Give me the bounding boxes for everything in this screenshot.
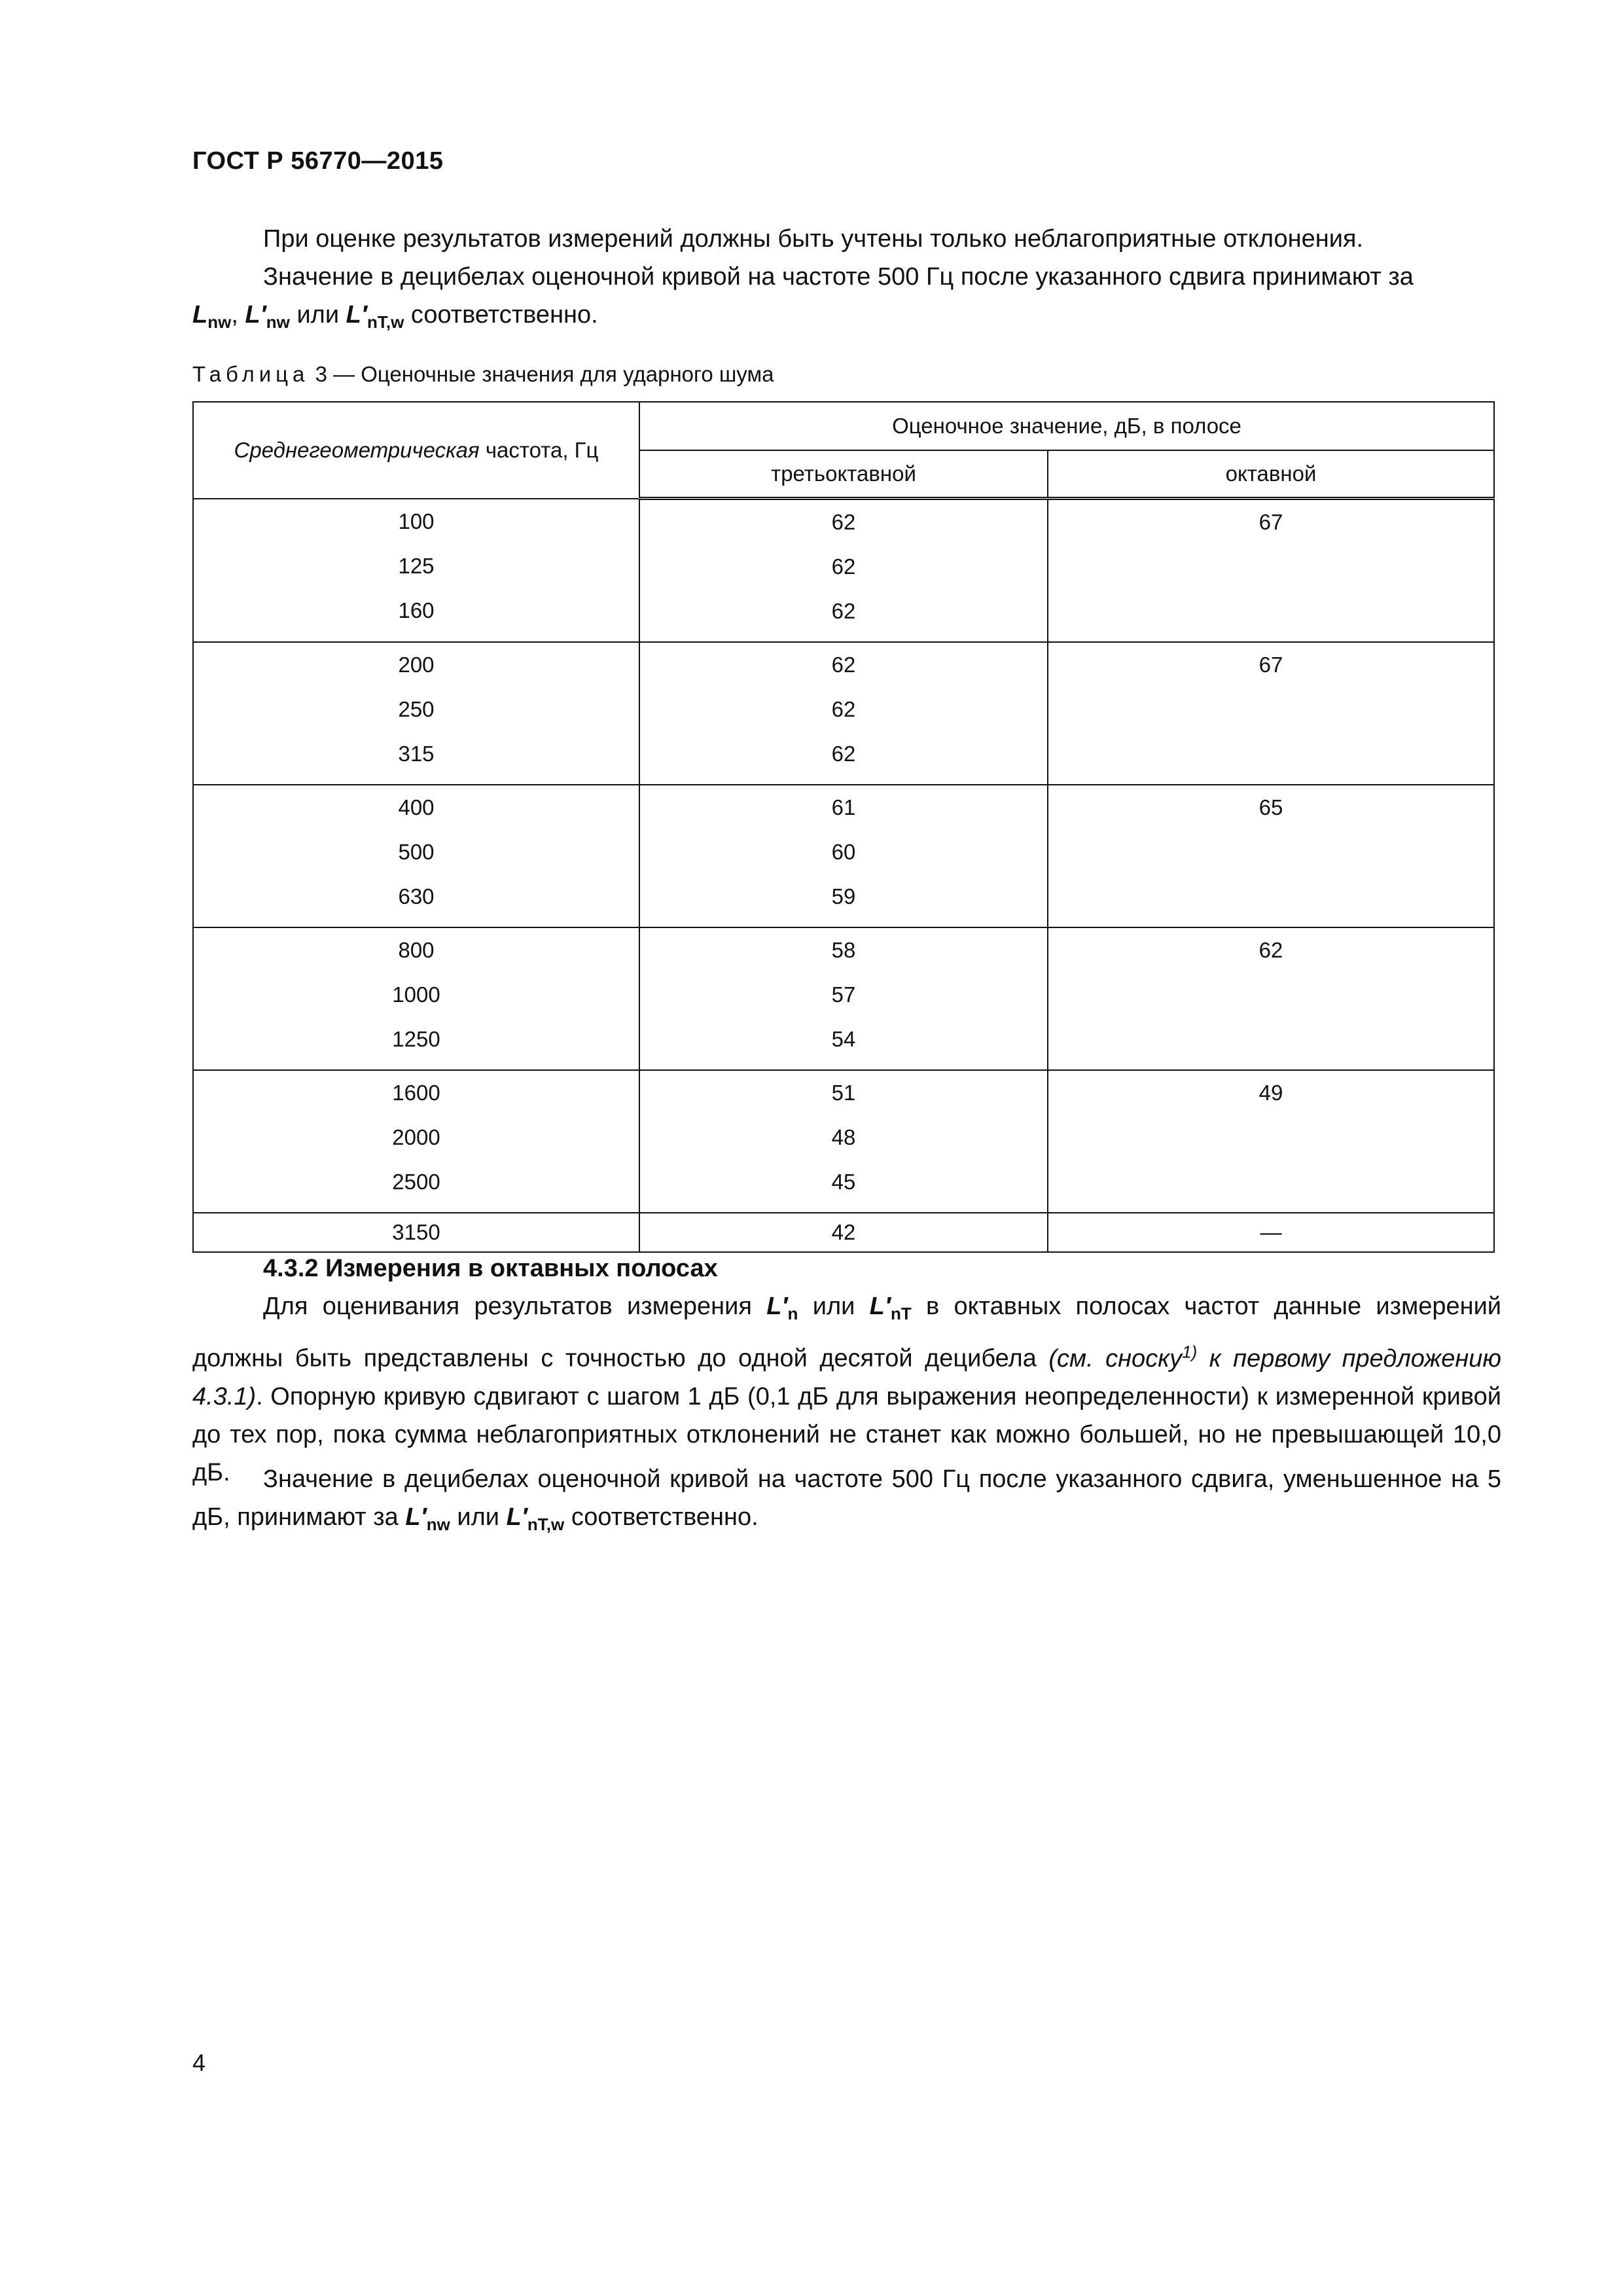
section-paragraph-1: Для оценивания результатов измерения $L'_n$ или $L'_{nT}$ в октавных полосах частот данные измерений должны быть представлены с точностью до одной десятой децибела (см. сноску$^{1)}$ к первому предложению 4.3.1). Опорную кривую сдвигают с шагом 1 дБ (0,1 дБ для выражения неопределенности) к измеренной кривой до тех пор, пока сумма неблагоприятных отклонений не станет как можно большей, но не превышающей 10,0 дБ. xyxy=(192,1293,1502,1486)
freq-cell: 2000 xyxy=(392,1125,440,1149)
third-cell: 62 xyxy=(831,742,856,766)
freq-cell: 125 xyxy=(398,553,435,578)
third-cell: 62 xyxy=(831,554,856,579)
col-header-third-octave: третьоктавной xyxy=(639,450,1048,499)
third-cell: 62 xyxy=(831,653,856,677)
col-header-rating-group: Оценочное значение, дБ, в полосе xyxy=(639,402,1494,450)
octave-cell: 67 xyxy=(1258,510,1283,534)
footnote-reference: (см. сноску$^{1)}$ к первому предложению 4.3.1) xyxy=(192,1342,1501,1410)
document-code-header: ГОСТ Р 56770—2015 xyxy=(192,147,444,175)
freq-cell: 315 xyxy=(398,742,435,766)
freq-cell: 1000 xyxy=(392,982,440,1007)
intro-line-3 xyxy=(192,296,1501,341)
third-cell: 45 xyxy=(831,1170,856,1194)
table-row-group xyxy=(193,642,1494,785)
symbol-lprime-nt: $L'_{nT}$ xyxy=(869,1293,912,1323)
intro-line-2 xyxy=(192,258,1501,296)
third-cell: 62 xyxy=(831,510,856,534)
table-caption-text: 3 — Оценочные значения для ударного шума xyxy=(315,362,774,386)
table-row-group xyxy=(193,1070,1494,1213)
symbol-lprime-n: $L'_n$ xyxy=(766,1293,798,1323)
section-paragraph-2: Значение в децибелах оценочной кривой на частоте 500 Гц после указанного сдвига, уменьшенное на 5 дБ, принимают за $L'_{nw}$ или $L'_{nT,w}$ соответственно. xyxy=(192,1465,1501,1534)
third-cell: 54 xyxy=(831,1027,856,1051)
comma: , xyxy=(231,301,238,329)
third-cell: 42 xyxy=(831,1220,856,1244)
freq-cell: 630 xyxy=(398,884,435,908)
freq-cell: 400 xyxy=(398,795,435,819)
freq-cell: 1600 xyxy=(392,1081,440,1105)
octave-cell: 65 xyxy=(1258,795,1283,819)
third-cell: 61 xyxy=(831,795,856,819)
intro-paragraph xyxy=(192,220,1501,341)
intro-line-2-text: Значение в децибелах оценочной кривой на частоте 500 Гц после указанного сдвига принимают за xyxy=(263,263,1414,291)
rating-values-table xyxy=(192,401,1495,1253)
intro-line-1: При оценке результатов измерений должны быть учтены только неблагоприятные отклонения. xyxy=(263,225,1364,253)
table-caption xyxy=(192,362,774,387)
table-row-group xyxy=(193,927,1494,1070)
freq-cell: 250 xyxy=(398,697,435,721)
or-word: или xyxy=(296,301,340,329)
symbol-lprime-ntw: $L'_{nT,w}$ xyxy=(346,301,404,332)
freq-cell: 2500 xyxy=(392,1170,440,1194)
freq-cell: 800 xyxy=(398,938,435,962)
octave-cell: 67 xyxy=(1258,653,1283,677)
intro-tail: соответственно. xyxy=(410,301,598,329)
third-cell: 48 xyxy=(831,1125,856,1149)
third-cell: 62 xyxy=(831,697,856,721)
symbol-lprime-nw: $L'_{nw}$ xyxy=(405,1503,450,1534)
freq-cell: 3150 xyxy=(392,1220,440,1244)
table-row-last xyxy=(193,1213,1494,1252)
third-cell: 59 xyxy=(831,884,856,908)
freq-cell: 200 xyxy=(398,653,435,677)
third-cell: 51 xyxy=(831,1081,856,1105)
table-row-group xyxy=(193,785,1494,927)
third-cell: 62 xyxy=(831,599,856,623)
octave-cell: — xyxy=(1260,1220,1282,1244)
col-header-octave: октавной xyxy=(1048,450,1494,499)
page-number: 4 xyxy=(192,2049,206,2076)
third-cell: 60 xyxy=(831,840,856,864)
freq-cell: 1250 xyxy=(392,1027,440,1051)
third-cell: 58 xyxy=(831,938,856,962)
freq-cell: 160 xyxy=(398,598,435,622)
table-caption-label: Таблица xyxy=(192,362,310,386)
symbol-lprime-ntw: $L'_{nT,w}$ xyxy=(506,1503,565,1534)
freq-cell: 100 xyxy=(398,509,435,533)
col-header-frequency: Среднегеометрическая частота, Гц xyxy=(193,402,639,499)
octave-cell: 62 xyxy=(1258,938,1283,962)
third-cell: 57 xyxy=(831,982,856,1007)
section-heading: 4.3.2 Измерения в октавных полосах xyxy=(263,1255,718,1282)
octave-cell: 49 xyxy=(1258,1081,1283,1105)
freq-cell: 500 xyxy=(398,840,435,864)
symbol-lprime-nw: $L'_{nw}$ xyxy=(245,301,290,332)
table-row-group xyxy=(193,499,1494,643)
symbol-lnw: $L_{nw}$ xyxy=(192,301,232,332)
